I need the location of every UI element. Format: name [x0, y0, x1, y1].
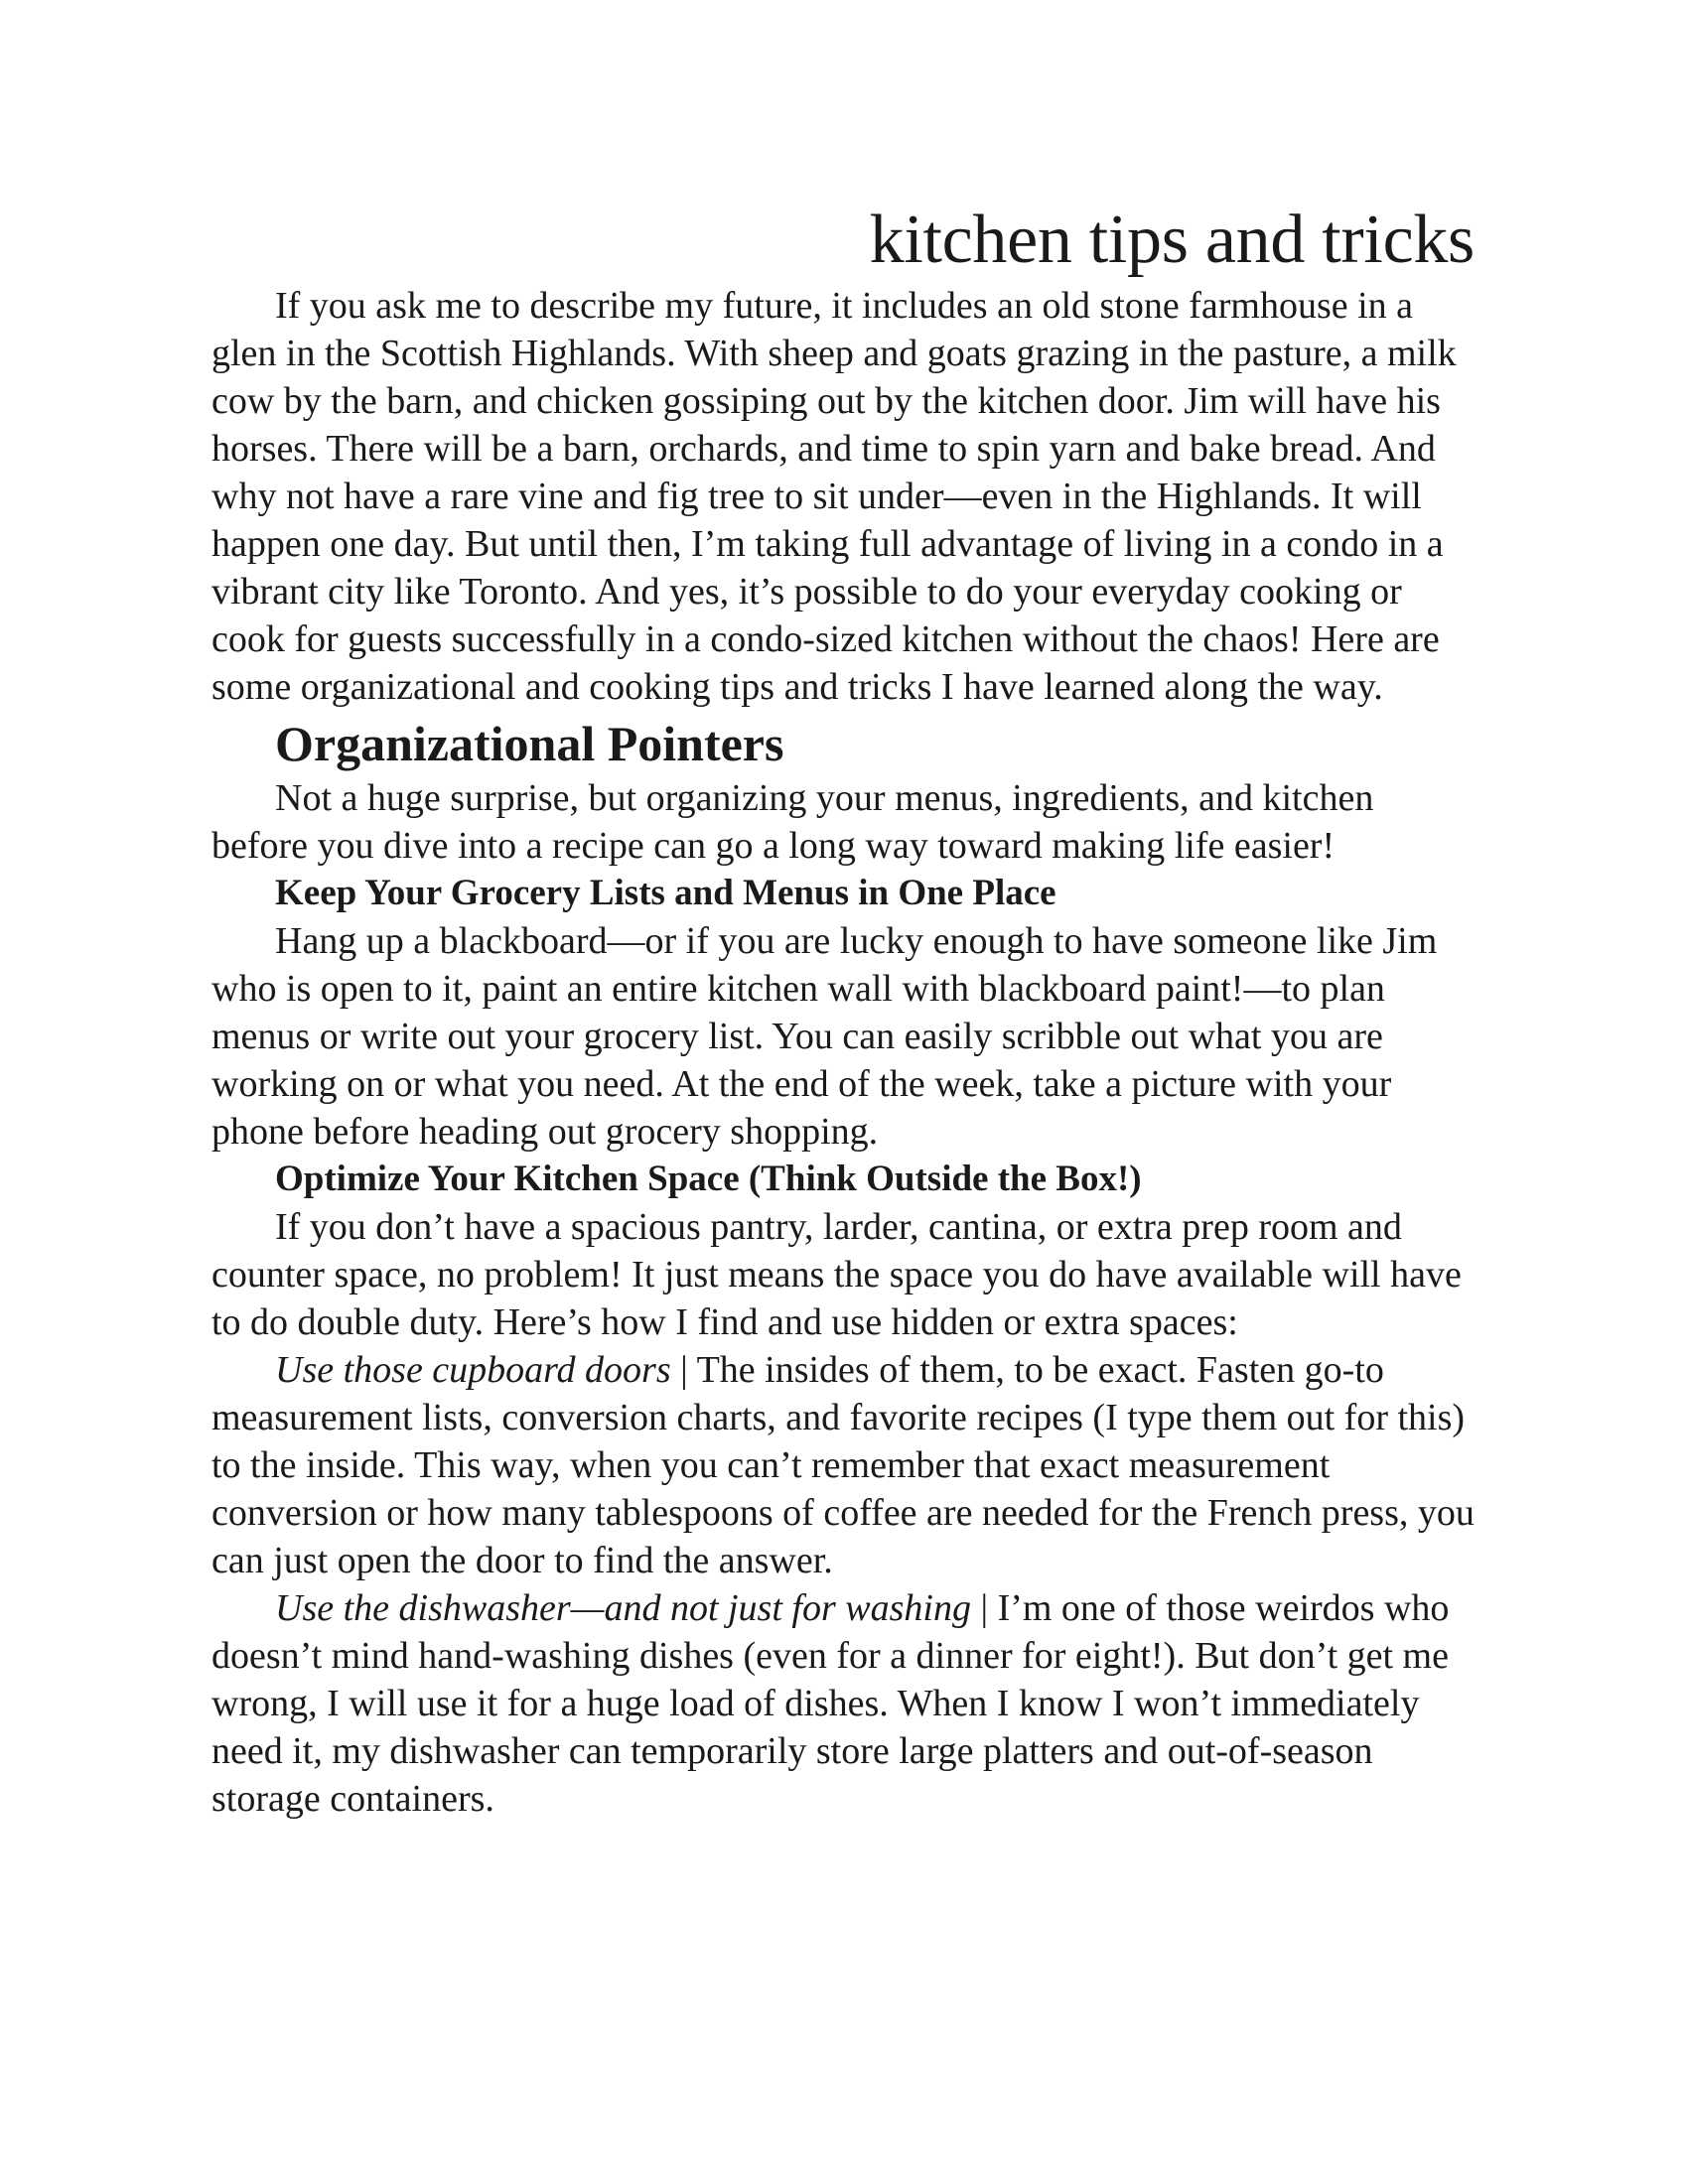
tip-lead-in: Use the dishwasher—and not just for washing — [275, 1587, 971, 1629]
book-page — [211, 199, 1475, 1823]
tip-text: I’m one of those weirdos who doesn’t mind hand-washing dishes (even for a dinner for eight!). But don’t get me wrong, I will use it for a huge load of dishes. When I know I won’t immediately need it, my dishwasher can temporarily store large platters and out-of-season storage containers. — [211, 1587, 1450, 1820]
chapter-title: kitchen tips and tricks — [869, 202, 1475, 278]
tip-dishwasher — [211, 1584, 1475, 1823]
subsection-paragraph-kitchen-space: If you don’t have a spacious pantry, larder, cantina, or extra prep room and counter space, no problem! It just means the space you do have available will have to do double duty. Here’s how I find and use hidden or extra spaces: — [211, 1206, 1462, 1343]
section-heading: Organizational Pointers — [275, 716, 784, 771]
subsection-paragraph-grocery-lists: Hang up a blackboard—or if you are lucky enough to have someone like Jim who is open to it, paint an entire kitchen wall with blackboard paint!—to plan menus or write out your grocery list. You can easily scribble out what you are working on or what you need. At the end of the week, take a picture with your phone before heading out grocery shopping. — [211, 920, 1438, 1153]
tip-lead-in: Use those cupboard doors — [275, 1349, 671, 1391]
tip-separator: | — [670, 1349, 697, 1391]
tip-cupboard-doors — [211, 1346, 1475, 1584]
subsection-heading-kitchen-space: Optimize Your Kitchen Space (Think Outside the Box!) — [275, 1159, 1142, 1199]
tip-text: The insides of them, to be exact. Fasten go-to measurement lists, conversion charts, and favorite recipes (I type them out for this) to the inside. This way, when you can’t remember that exact measurement conversion or how many tablespoons of coffee are needed for the French press, you can just open the door to find the answer. — [211, 1349, 1475, 1581]
section-intro-paragraph: Not a huge surprise, but organizing your menus, ingredients, and kitchen before you dive into a recipe can go a long way toward making life easier! — [211, 777, 1374, 867]
subsection-heading-grocery-lists: Keep Your Grocery Lists and Menus in One Place — [275, 873, 1056, 913]
tip-separator: | — [970, 1587, 998, 1629]
intro-paragraph: If you ask me to describe my future, it includes an old stone farmhouse in a glen in the Scottish Highlands. With sheep and goats grazing in the pasture, a milk cow by the barn, and chicken gossiping out by the kitchen door. Jim will have his horses. There will be a barn, orchards, and time to spin yarn and bake bread. And why not have a rare vine and fig tree to sit under—even in the Highlands. It will happen one day. But until then, I’m taking full advantage of living in a condo in a vibrant city like Toronto. And yes, it’s possible to do your everyday cooking or cook for guests successfully in a condo-sized kitchen without the chaos! Here are some organizational and cooking tips and tricks I have learned along the way. — [211, 285, 1457, 708]
